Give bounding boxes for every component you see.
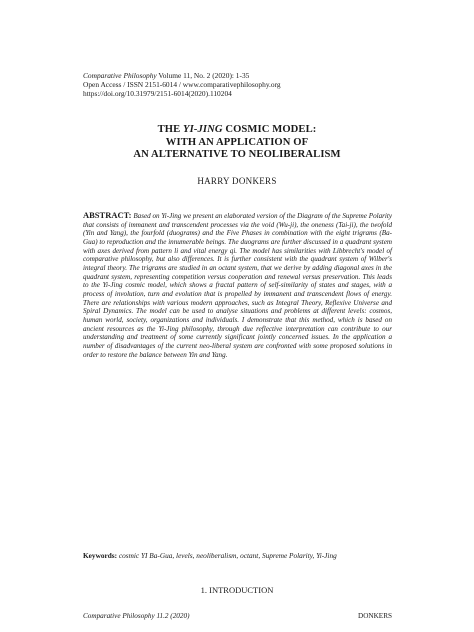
- paper-title: [60, 124, 414, 162]
- title-italic: YI-JING: [183, 124, 223, 135]
- journal-name: Comparative Philosophy: [83, 71, 157, 80]
- paper-author: HARRY DONKERS: [197, 176, 277, 186]
- title-line-1: [60, 124, 414, 137]
- journal-header: [83, 71, 281, 98]
- abstract: [83, 211, 392, 359]
- journal-volume: Volume 11, No. 2 (2020): 1-35: [156, 71, 250, 80]
- page-footer: [83, 612, 392, 620]
- title-line1-rest: COSMIC MODEL:: [222, 124, 317, 135]
- journal-citation-line: [83, 71, 281, 80]
- journal-doi-link[interactable]: https://doi.org/10.31979/2151-6014(2020).110204: [83, 89, 232, 98]
- abstract-text: Based on Yi-Jing we present an elaborated version of the Diagram of the Supreme Polarity that consists of immanent and transcendent processes via the void (Wu-ji), the oneness (Tai-ji), the twofold (Yin and Yang), the fourfold (duograms) and the Five Phases in combination with the eight trigrams (Ba-Gua) to reproduction and the innumerable beings. The duograms are further discussed in a quadrant system with axes derived from pattern li and vital energy qi. The model has similarities with Libbrecht's model of comparative philosophy, but also differences. It is further consistent with the quadrant system of Wilber's integral theory. The trigrams are studied in an octant system, that we derive by adding diagonal axes in the quadrant system, representing competition versus cooperation and renewal versus preservation. This leads to the Yi-Jing cosmic model, which shows a fractal pattern of self-similarity of states and stages, with a process of involution, turn and evolution that is propelled by immanent and transcendent flows of energy. There are relationships with various modern approaches, such as Integral Theory, Reflexive Universe and Spiral Dynamics. The model can be used to analyse situations and problems at different levels: cosmos, human world, society, organizations and individuals. I demonstrate that this method, which is based on ancient resources as the Yi-Jing philosophy, through due reflective interpretation can contribute to our understanding and treatment of some currently significant jointly concerned issues. In the application a number of disadvantages of the current neo-liberal system are confronted with some proposed solutions in order to restore the balance between Yin and Yang.: [83, 212, 392, 359]
- footer-journal: Comparative Philosophy 11.2 (2020): [83, 612, 190, 620]
- title-prefix: THE: [157, 124, 184, 135]
- title-line-2: WITH AN APPLICATION OF: [165, 136, 309, 148]
- keywords-text: cosmic YI Ba-Gua, levels, neoliberalism, octant, Supreme Polarity, Yi-Jing: [118, 551, 337, 560]
- title-line-3: AN ALTERNATIVE TO NEOLIBERALISM: [133, 149, 341, 160]
- keywords-label: Keywords:: [83, 551, 118, 560]
- section-heading: 1. INTRODUCTION: [200, 585, 274, 595]
- journal-access-line: Open Access / ISSN 2151-6014 / www.comparativephilosophy.org: [83, 80, 281, 89]
- footer-author: DONKERS: [358, 612, 392, 620]
- abstract-label: ABSTRACT:: [83, 210, 132, 220]
- keywords: [83, 551, 392, 560]
